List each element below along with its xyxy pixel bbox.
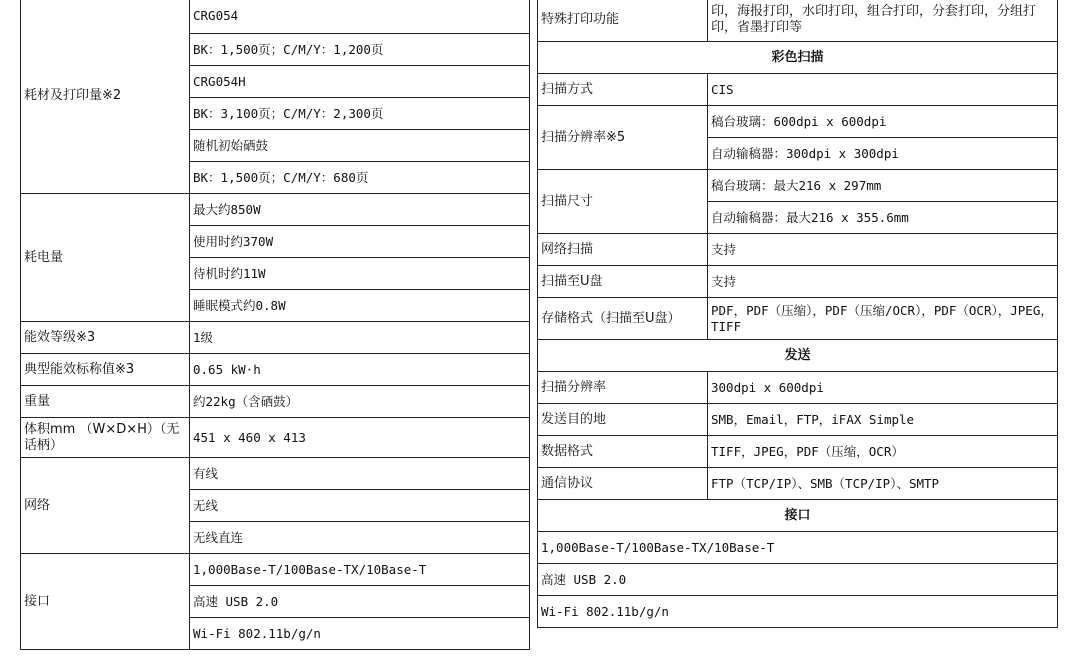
interface-label: 接口 [21, 554, 190, 650]
protocol-value: FTP（TCP/IP）、SMB（TCP/IP）、SMTP [708, 468, 1058, 500]
network-item: 有线 [190, 458, 530, 490]
scan-method-value: CIS [708, 74, 1058, 106]
power-item: 待机时约11W [190, 258, 530, 290]
data-format-value: TIFF，JPEG，PDF（压缩，OCR） [708, 436, 1058, 468]
scan-resolution-item: 稿台玻璃：600dpi x 600dpi [708, 106, 1058, 138]
scan-size-label: 扫描尺寸 [538, 170, 708, 234]
consumables-item: BK：1,500页；C/M/Y：680页 [190, 162, 530, 194]
section-header-color-scan: 彩色扫描 [538, 42, 1058, 74]
send-resolution-label: 扫描分辨率 [538, 372, 708, 404]
destination-value: SMB，Email，FTP，iFAX Simple [708, 404, 1058, 436]
power-item: 使用时约370W [190, 226, 530, 258]
interface-item: Wi-Fi 802.11b/g/n [538, 596, 1058, 628]
dimensions-value: 451 x 460 x 413 [190, 418, 530, 458]
interface-item: 1,000Base-T/100Base-TX/10Base-T [538, 532, 1058, 564]
tec-value: 0.65 kW·h [190, 354, 530, 386]
network-item: 无线 [190, 490, 530, 522]
send-resolution-value: 300dpi x 600dpi [708, 372, 1058, 404]
storage-format-value: PDF，PDF（压缩），PDF（压缩/OCR），PDF（OCR），JPEG，TIFF [708, 298, 1058, 340]
network-item: 无线直连 [190, 522, 530, 554]
scan-size-item: 稿台玻璃：最大216 x 297mm [708, 170, 1058, 202]
weight-label: 重量 [21, 386, 190, 418]
scan-size-item: 自动输稿器：最大216 x 355.6mm [708, 202, 1058, 234]
consumables-item: CRG054 [190, 0, 530, 34]
storage-format-label: 存储格式（扫描至U盘） [538, 298, 708, 340]
scan-to-usb-value: 支持 [708, 266, 1058, 298]
network-label: 网络 [21, 458, 190, 554]
data-format-label: 数据格式 [538, 436, 708, 468]
network-scan-label: 网络扫描 [538, 234, 708, 266]
power-item: 最大约850W [190, 194, 530, 226]
tec-label: 典型能效标称值※3 [21, 354, 190, 386]
power-item: 睡眠模式约0.8W [190, 290, 530, 322]
consumables-item: BK：1,500页；C/M/Y：1,200页 [190, 34, 530, 66]
spec-table-left [20, 0, 530, 650]
destination-label: 发送目的地 [538, 404, 708, 436]
energy-grade-value: 1级 [190, 322, 530, 354]
scan-resolution-label: 扫描分辨率※5 [538, 106, 708, 170]
section-header-send: 发送 [538, 340, 1058, 372]
weight-value: 约22kg（含硒鼓） [190, 386, 530, 418]
consumables-item: BK：3,100页；C/M/Y：2,300页 [190, 98, 530, 130]
special-print-label: 特殊打印功能 [538, 0, 708, 42]
consumables-item: CRG054H [190, 66, 530, 98]
network-scan-value: 支持 [708, 234, 1058, 266]
section-header-interface: 接口 [538, 500, 1058, 532]
interface-item: Wi-Fi 802.11b/g/n [190, 618, 530, 650]
interface-item: 高速 USB 2.0 [538, 564, 1058, 596]
scan-to-usb-label: 扫描至U盘 [538, 266, 708, 298]
interface-item: 高速 USB 2.0 [190, 586, 530, 618]
special-print-value: 印，海报打印，水印打印，组合打印，分套打印，分组打印，省墨打印等 [708, 0, 1058, 42]
scan-resolution-item: 自动输稿器：300dpi x 300dpi [708, 138, 1058, 170]
energy-grade-label: 能效等级※3 [21, 322, 190, 354]
consumables-item: 随机初始硒鼓 [190, 130, 530, 162]
dimensions-label: 体积mm （W×D×H）（无话柄） [21, 418, 190, 458]
scan-method-label: 扫描方式 [538, 74, 708, 106]
consumables-label: 耗材及打印量※2 [21, 0, 190, 194]
protocol-label: 通信协议 [538, 468, 708, 500]
power-label: 耗电量 [21, 194, 190, 322]
interface-item: 1,000Base-T/100Base-TX/10Base-T [190, 554, 530, 586]
spec-table-right [537, 0, 1058, 628]
